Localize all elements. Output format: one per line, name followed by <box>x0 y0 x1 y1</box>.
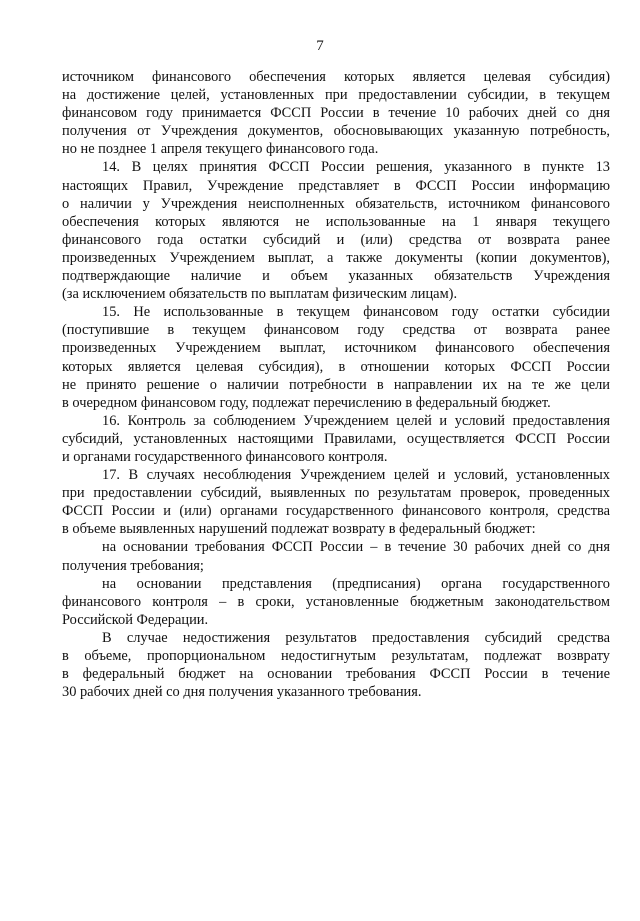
text-line: финансового года остатки субсидий и (или) средства от возврата ранее <box>62 231 610 248</box>
text-line: произведенных Учреждением выплат, а также документы (копии документов), <box>62 249 610 266</box>
text-line: (за исключением обязательств по выплатам физическим лицам). <box>62 286 458 303</box>
text-line: субсидий, установленных настоящими Правилами, осуществляется ФССП России <box>62 430 610 447</box>
text-line: в объеме выявленных нарушений подлежат возврату в федеральный бюджет: <box>62 521 536 538</box>
text-line: 16. Контроль за соблюдением Учреждением целей и условий предоставления <box>102 412 610 429</box>
text-line: на основании представления (предписания) органа государственного <box>102 575 610 592</box>
page-number: 7 <box>316 38 324 54</box>
text-line: не принято решение о наличии потребности в направлении их на те же цели <box>62 376 610 393</box>
text-line: Российской Федерации. <box>62 611 209 628</box>
text-line: которых является целевая субсидия), в отношении которых ФССП России <box>62 358 610 375</box>
text-line: 14. В целях принятия ФССП России решения, указанного в пункте 13 <box>102 159 610 176</box>
text-line: при предоставлении субсидий, выявленных по результатам проверок, проведенных <box>62 485 610 502</box>
text-line: финансовом году принимается ФССП России в течение 10 рабочих дней со дня <box>62 105 610 122</box>
text-line: о наличии у Учреждения неисполненных обязательств, источником финансового <box>62 195 610 212</box>
text-line: 17. В случаях несоблюдения Учреждением целей и условий, установленных <box>102 467 610 484</box>
text-line: произведенных Учреждением выплат, источником финансового обеспечения <box>62 340 610 357</box>
text-line: 30 рабочих дней со дня получения указанного требования. <box>62 684 422 701</box>
text-line: в федеральный бюджет на основании требования ФССП России в течение <box>62 666 610 683</box>
text-line: В случае недостижения результатов предоставления субсидий средства <box>102 629 610 646</box>
text-line: и органами государственного финансового контроля. <box>62 448 388 465</box>
text-line: в очередном финансовом году, подлежат перечислению в федеральный бюджет. <box>62 394 551 411</box>
text-line: подтверждающие наличие и объем указанных обязательств Учреждения <box>62 268 610 285</box>
text-line: обеспечения которых являются не использованные на 1 января текущего <box>62 213 610 230</box>
text-line: получения требования; <box>62 557 204 574</box>
text-line: финансового контроля – в сроки, установленные бюджетным законодательством <box>62 593 610 610</box>
text-line: на достижение целей, установленных при предоставлении субсидии, в текущем <box>62 87 610 104</box>
text-line: настоящих Правил, Учреждение представляет в ФССП России информацию <box>62 177 610 194</box>
text-line: (поступившие в текущем финансовом году средства от возврата ранее <box>62 322 610 339</box>
text-line: получения от Учреждения документов, обосновывающих указанную потребность, <box>62 123 610 140</box>
text-line: источником финансового обеспечения которых является целевая субсидия) <box>62 69 610 85</box>
text-line: ФССП России и (или) органами государственного финансового контроля, средства <box>62 503 610 520</box>
text-line: 15. Не использованные в текущем финансовом году остатки субсидии <box>102 304 610 321</box>
text-line: в объеме, пропорциональном недостигнутым результатам, подлежат возврату <box>62 648 610 664</box>
text-line: но не позднее 1 апреля текущего финансового года. <box>62 141 379 158</box>
text-line: на основании требования ФССП России – в течение 30 рабочих дней со дня <box>102 539 610 556</box>
document-body <box>62 68 610 701</box>
